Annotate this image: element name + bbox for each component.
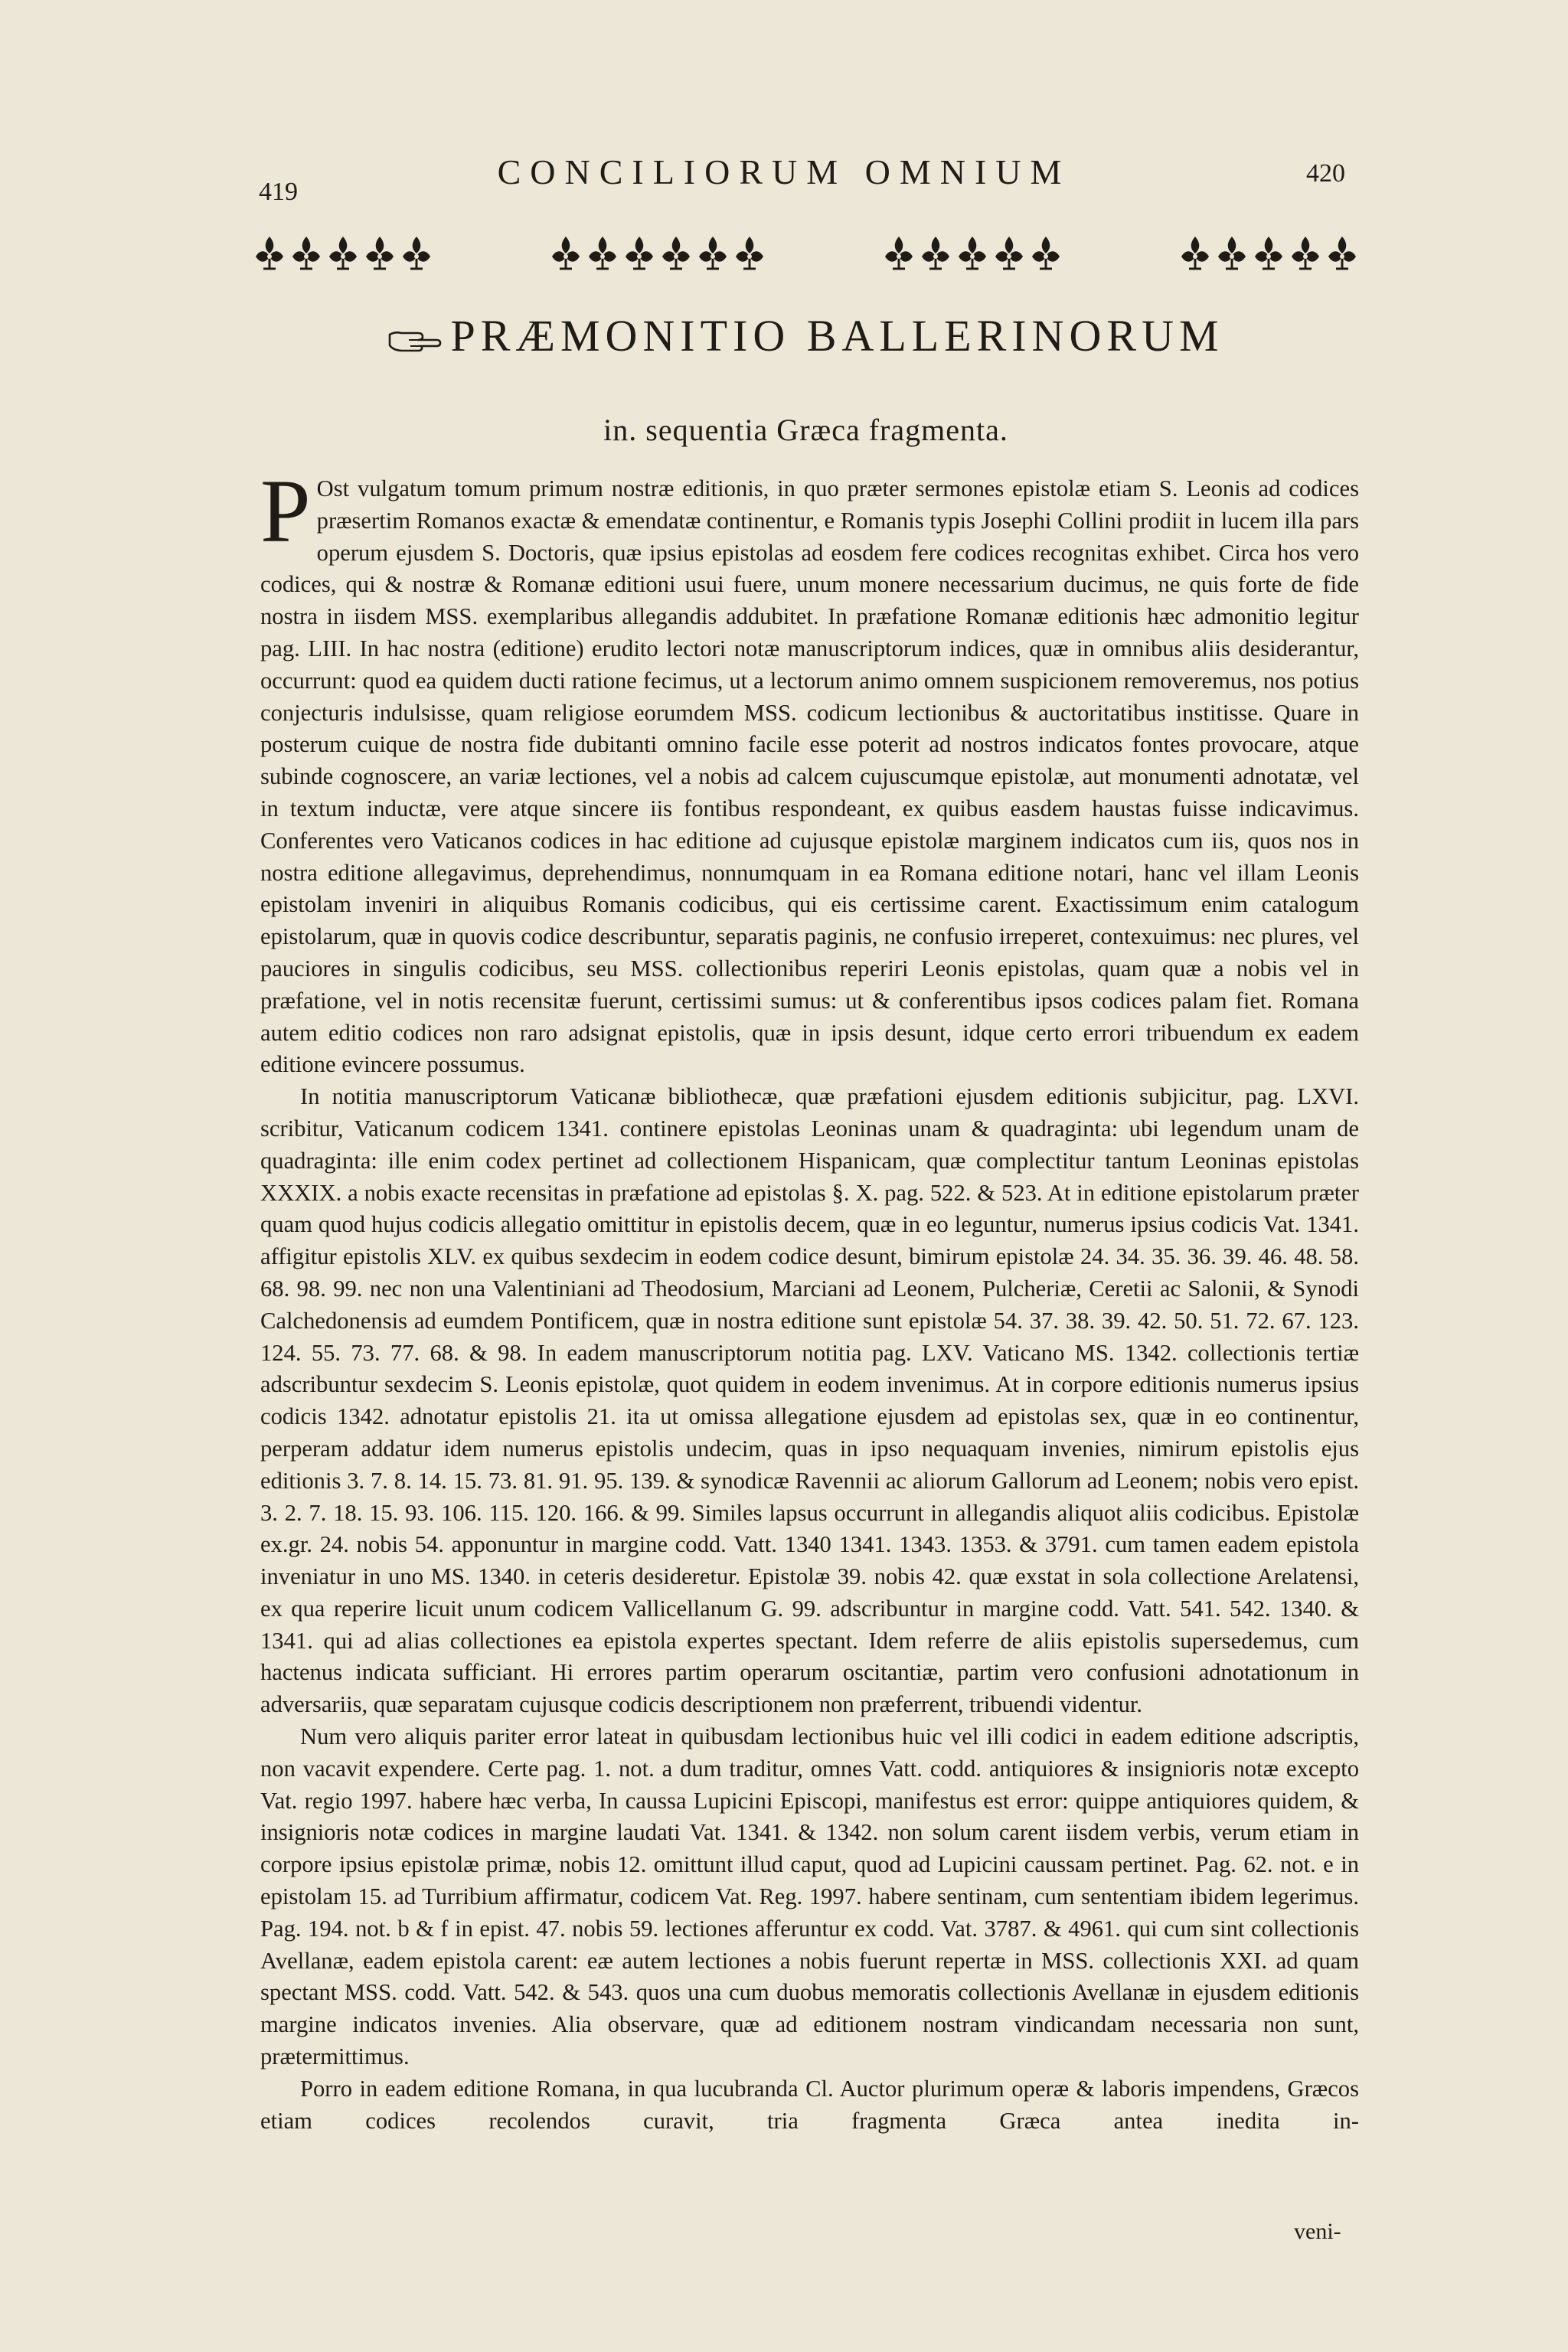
fleuron-icon [659, 234, 693, 272]
fleuron-icon [622, 234, 656, 272]
fleuron-icon [1029, 234, 1063, 272]
fleuron-icon [326, 234, 360, 272]
fleuron-icon [1289, 234, 1322, 272]
ornament-group [882, 234, 1063, 272]
page-number-left: 419 [259, 178, 298, 206]
main-title: PRÆMONITIO BALLERINORUM [450, 311, 1224, 361]
fleuron-icon [400, 234, 433, 272]
paragraph-1-text: Ost vulgatum tomum primum nostræ editionis, in quo præter sermones epistolæ etiam S. Leonis ad codices præsertim Romanos exactæ & emendatæ continentur, e Romanis typis Josephi Collini prodiit in lucem illa pars operum ejusdem S. Doctoris, quæ ipsius epistolas ad eosdem fere codices recognitas exhibet. Circa hos vero codices, qui & nostræ & Romanæ editioni usui fuere, unum monere necessarium ducimus, ne quis forte de fide nostra in iisdem MSS. exemplaribus allegandis addubitet. In præfatione Romanæ editionis hæc admonitio legitur pag. LIII. In hac nostra (editione) erudito lectori notæ manuscriptorum indices, quæ in omnibus aliis desiderantur, occurrunt: quod ea quidem ducti ratione fecimus, ut a lectorum animo omnem suspicionem removeremus, nos potius conjecturis indulsisse, quam religiose eorumdem MSS. codicum lectionibus & auctoritatibus institisse. Quare in posterum cuique de nostra fide dubitanti omnino facile esse poterit ad nostros indicatos fontes provocare, atque subinde cognoscere, an variæ lectiones, vel a nobis ad calcem cujuscumque epistolæ, aut monumenti adnotatæ, vel in textum inductæ, vere atque sincere iis fontibus respondeant, ex quibus easdem haustas fuisse indicavimus. Conferentes vero Vaticanos codices in hac editione ad cujusque epistolæ marginem indicatos cum iis, quos nos in nostra editione allegavimus, deprehendimus, nonnumquam in ea Romana editione notari, hanc vel illam Leonis epistolam inveniri in aliquibus Romanis codicibus, qui eis certissime carent. Exactissimum enim catalogum epistolarum, quæ in quovis codice describuntur, separatis paginis, ne confusio irreperet, contexuimus: nec plures, vel pauciores in singulis codicibus, seu MSS. collectionibus reperiri Leonis epistolas, quam quæ a nobis vel in præfatione, vel in notis recensitæ fuerunt, certissimi sumus: ut & conferentibus ipsos codices palam fiet. Romana autem editio codices non raro adsignat epistolis, quæ in ipsis desunt, idque certo errori tribuendum ex eadem editione evincere possumus. [260, 475, 1359, 1078]
drop-cap: P [260, 461, 311, 561]
fleuron-icon [992, 234, 1026, 272]
fleuron-icon [586, 234, 619, 272]
paragraph-1 [260, 461, 1359, 1081]
paragraph-4: Porro in eadem editione Romana, in qua lucubranda Cl. Auctor plurimum operæ & laboris impendens, Græcos etiam codices recolendos curavit, tria fragmenta Græca antea inedita in- [260, 2075, 1359, 2134]
fleuron-icon [733, 234, 766, 272]
fleuron-icon [549, 234, 583, 272]
body-text [260, 461, 1359, 2137]
fleuron-icon [253, 234, 286, 272]
title-line [253, 310, 1359, 361]
paragraph-3: Num vero aliquis pariter error lateat in quibusdam lectionibus huic vel illi codici in eadem editione adscriptis, non vacavit expendere. Certe pag. 1. not. a dum traditur, omnes Vatt. codd. antiquiores & insignioris notæ excepto Vat. regio 1997. habere hæc verba, In caussa Lupicini Episcopi, manifestus est error: quippe antiquiores quidem, & insignioris notæ codices in margine laudati Vat. 1341. & 1342. non solum carent iisdem verbis, verum etiam in corpore ipsius epistolæ primæ, nobis 12. omittunt illud caput, quod ad Lupicini caussam pertinet. Pag. 62. not. e in epistolam 15. ad Turribium affirmatur, codicem Vat. Reg. 1997. habere sentinam, cum sententiam ibidem legerimus. Pag. 194. not. b & f in epist. 47. nobis 59. lectiones afferuntur ex codd. Vat. 3787. & 4961. qui cum sint collectionis Avellanæ, eadem epistola carent: eæ autem lectiones a nobis fuerunt repertæ in MSS. collectionis XXI. ad quam spectant MSS. codd. Vatt. 542. & 543. quos una cum duobus memoratis collectionis Avellanæ in ejusdem editionis margine indicatos invenies. Alia observare, quæ ad editionem nostram vindicandam necessaria non sunt, prætermittimus. [260, 1723, 1359, 2070]
subtitle: in. sequentia Græca fragmenta. [603, 413, 1008, 447]
ornament-group [253, 234, 433, 272]
pointing-hand-icon [387, 325, 443, 356]
fleuron-icon [696, 234, 730, 272]
fleuron-icon [956, 234, 989, 272]
fleuron-icon [1215, 234, 1249, 272]
fleuron-icon [882, 234, 916, 272]
fleuron-icon [919, 234, 952, 272]
catchword: veni- [1294, 2219, 1341, 2244]
fleuron-icon [1178, 234, 1212, 272]
ornament-group [1178, 234, 1359, 272]
ornament-band [253, 228, 1359, 277]
running-head [0, 145, 1568, 214]
fleuron-icon [289, 234, 323, 272]
fleuron-icon [1325, 234, 1359, 272]
fleuron-icon [1252, 234, 1285, 272]
page-number-right: 420 [1306, 159, 1345, 188]
ornament-group [549, 234, 766, 272]
fleuron-icon [363, 234, 397, 272]
paragraph-2: In notitia manuscriptorum Vaticanæ bibliothecæ, quæ præfationi ejusdem editionis subjicitur, pag. LXVI. scribitur, Vaticanum codicem 1341. continere epistolas Leoninas unam & quadraginta: ubi legendum unam de quadraginta: ille enim codex pertinet ad collectionem Hispanicam, quæ complectitur tantum Leoninas epistolas XXXIX. a nobis exacte recensitas in præfatione ad epistolas §. X. pag. 522. & 523. At in editione epistolarum præter quam quod hujus codicis allegatio omittitur in epistolis decem, quæ in eo leguntur, numerus ipsius codicis Vat. 1341. affigitur epistolis XLV. ex quibus sexdecim in eodem codice desunt, bimirum epistolæ 24. 34. 35. 36. 39. 46. 48. 58. 68. 98. 99. nec non una Valentiniani ad Theodosium, Marciani ad Leonem, Pulcheriæ, Ceretii ac Salonii, & Synodi Calchedonensis ad eumdem Pontificem, quæ in nostra editione sunt epistolæ 54. 37. 38. 39. 42. 50. 51. 72. 67. 123. 124. 55. 73. 77. 68. & 98. In eadem manuscriptorum notitia pag. LXV. Vaticano MS. 1342. collectionis tertiæ adscribuntur sexdecim S. Leonis epistolæ, quot quidem in eodem invenimus. At in corpore editionis numerus ipsius codicis 1342. adnotatur epistolis 21. ita ut omissa allegatione ejusdem ad epistolas sex, quæ in eo continentur, perperam addatur idem numerus epistolis undecim, quas in ipso nequaquam invenies, nimirum epistolis ejus editionis 3. 7. 8. 14. 15. 73. 81. 91. 95. 139. & synodicæ Ravennii ac aliorum Gallorum ad Leonem; nobis vero epist. 3. 2. 7. 18. 15. 93. 106. 115. 120. 166. & 99. Similes lapsus occurrunt in allegandis aliquot aliis codicibus. Epistolæ ex.gr. 24. nobis 54. apponuntur in margine codd. Vatt. 1340 1341. 1343. 1353. & 3791. cum tamen eadem epistola inveniatur in uno MS. 1340. in ceteris desideretur. Epistolæ 39. nobis 42. quæ exstat in sola collectione Arelatensi, ex qua reperire licuit unum codicem Vallicellanum G. 99. adscribuntur in margine codd. Vatt. 541. 542. 1340. & 1341. qui ad alias collectiones ea epistola expertes spectant. Idem referre de aliis epistolis supersedemus, cum hactenus indicata sufficiant. Hi errores partim operarum oscitantiæ, partim vero confusioni adnotationum in adversariis, quæ separatam cujusque codicis descriptionem non præferrent, tribuendi videntur. [260, 1083, 1359, 1718]
running-title: CONCILIORUM OMNIUM [497, 152, 1071, 191]
